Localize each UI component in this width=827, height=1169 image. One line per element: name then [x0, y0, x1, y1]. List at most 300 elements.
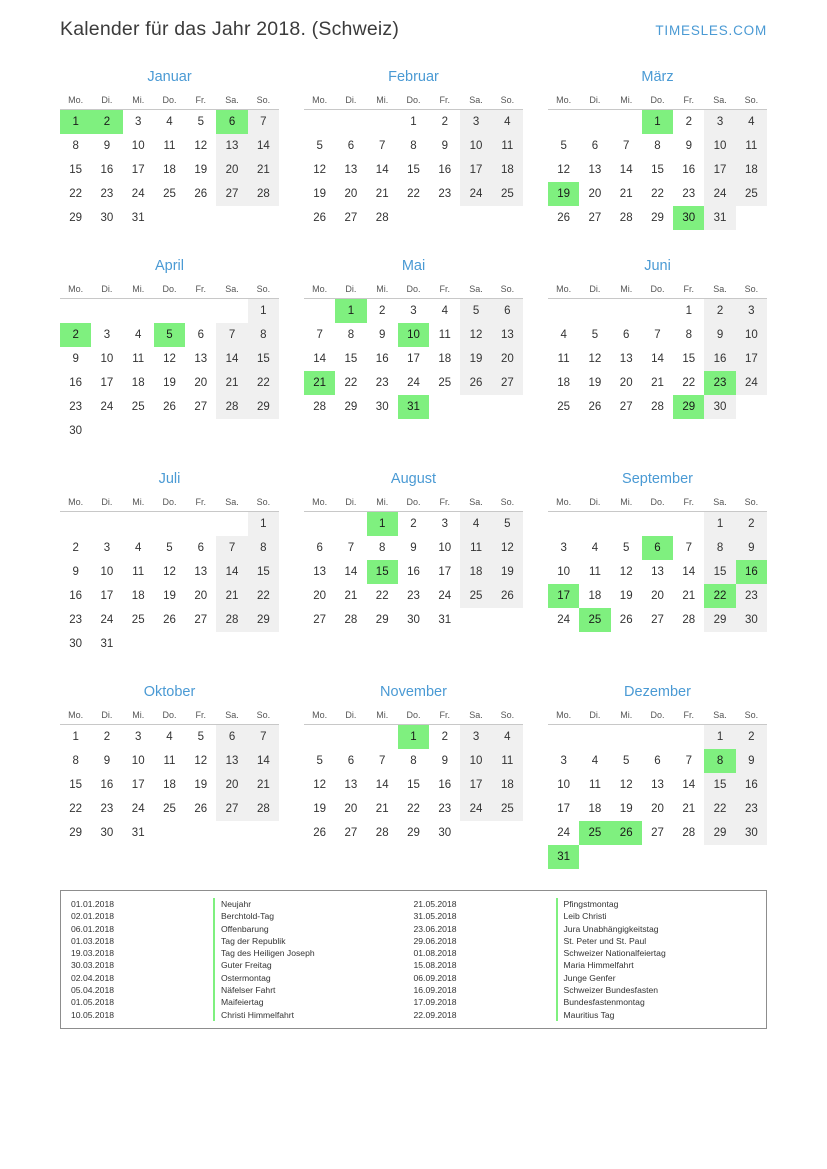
day-cell-holiday: 1	[60, 110, 91, 135]
day-cell: 23	[736, 797, 767, 821]
day-cell-holiday: 23	[704, 371, 735, 395]
day-cell: 6	[197, 542, 204, 554]
legend-date: 17.09.2018	[413, 997, 457, 1008]
day-cell: 29	[248, 395, 279, 419]
week-row	[304, 773, 523, 797]
legend-name: Schweizer Nationalfeiertag	[556, 947, 757, 959]
day-cell-empty	[304, 299, 335, 324]
legend-name: Christi Himmelfahrt	[213, 1009, 414, 1021]
day-cell: 4	[166, 116, 173, 128]
day-cell: 8	[347, 329, 355, 341]
day-cell: 7	[379, 755, 386, 767]
day-cell-empty	[216, 419, 247, 443]
day-cell: 31	[131, 212, 145, 224]
day-cell: 10	[736, 323, 767, 347]
weekday-header: Di.	[91, 708, 122, 725]
weekday-header: Mo.	[60, 93, 91, 110]
day-cell: 15	[407, 164, 420, 176]
day-cell: 2	[441, 116, 448, 128]
day-cell-empty	[335, 512, 366, 537]
day-cell-empty	[248, 206, 279, 230]
weekday-header: So.	[248, 282, 279, 299]
week-row	[60, 536, 279, 560]
day-cell: 4	[492, 725, 523, 750]
week-row	[60, 158, 279, 182]
day-cell: 4	[135, 329, 142, 341]
day-cell: 6	[623, 329, 630, 341]
day-cell: 12	[194, 140, 208, 152]
weekday-header: Mo.	[60, 282, 91, 299]
day-cell: 2	[441, 731, 448, 743]
legend-date: 16.09.2018	[413, 985, 457, 996]
week-row	[304, 206, 523, 230]
day-cell: 15	[69, 164, 83, 176]
day-cell: 18	[131, 590, 145, 602]
legend-name: Näfelser Fahrt	[213, 984, 414, 996]
month-table	[60, 708, 279, 845]
day-cell-empty	[123, 512, 154, 537]
legend-name: Maria Himmelfahrt	[556, 959, 757, 971]
day-cell: 20	[344, 188, 358, 200]
day-cell: 14	[248, 749, 279, 773]
weekday-header: Di.	[579, 495, 610, 512]
week-row	[304, 158, 523, 182]
day-cell: 17	[100, 377, 114, 389]
day-cell: 17	[460, 158, 491, 182]
month-table	[548, 282, 767, 419]
day-cell-empty	[185, 512, 216, 537]
day-cell: 7	[623, 140, 630, 152]
day-cell: 23	[375, 377, 389, 389]
day-cell: 14	[216, 347, 247, 371]
week-row	[304, 299, 523, 324]
day-cell: 25	[163, 188, 176, 200]
day-cell: 16	[69, 590, 83, 602]
day-cell: 26	[194, 803, 208, 815]
month-name: September	[622, 471, 693, 487]
week-row	[60, 395, 279, 419]
day-cell: 1	[685, 305, 692, 317]
day-cell: 15	[682, 353, 696, 365]
day-cell: 5	[166, 542, 173, 554]
day-cell: 27	[313, 614, 327, 626]
month-name: Juli	[158, 471, 181, 487]
day-cell-holiday: 6	[216, 110, 247, 135]
week-row	[60, 632, 279, 656]
week-row	[304, 608, 523, 632]
day-cell: 3	[103, 542, 111, 554]
month-name: April	[154, 258, 184, 274]
week-row	[60, 725, 279, 750]
weekday-header: Do.	[642, 93, 673, 110]
day-cell: 19	[313, 803, 327, 815]
weekday-header: Do.	[642, 282, 673, 299]
day-cell: 5	[460, 299, 491, 324]
day-cell: 12	[313, 779, 327, 791]
weekday-header: Do.	[398, 93, 429, 110]
weekday-header: Mo.	[548, 495, 579, 512]
day-cell-holiday: 8	[704, 749, 735, 773]
day-cell: 3	[560, 755, 567, 767]
day-cell: 6	[492, 299, 523, 324]
day-cell: 11	[736, 134, 767, 158]
legend-name: St. Peter und St. Paul	[556, 935, 757, 947]
weekday-header: Mi.	[611, 93, 642, 110]
week-row	[548, 371, 767, 395]
day-cell: 7	[248, 110, 279, 135]
month-name: Juni	[644, 258, 671, 274]
day-cell: 3	[704, 110, 735, 135]
day-cell: 22	[407, 803, 420, 815]
day-cell-empty	[579, 110, 610, 135]
week-row	[304, 110, 523, 135]
day-cell: 30	[100, 212, 114, 224]
day-cell: 5	[623, 542, 630, 554]
day-cell: 19	[163, 377, 176, 389]
day-cell: 25	[492, 797, 523, 821]
weekday-header: Di.	[579, 708, 610, 725]
day-cell-empty	[548, 512, 579, 537]
day-cell: 16	[438, 164, 452, 176]
day-cell: 4	[166, 731, 173, 743]
day-cell: 22	[375, 590, 389, 602]
day-cell: 2	[736, 512, 767, 537]
day-cell: 21	[344, 590, 358, 602]
day-cell: 6	[347, 140, 355, 152]
week-row	[548, 821, 767, 845]
day-cell: 27	[492, 371, 523, 395]
legend-names-right	[554, 898, 757, 1021]
week-row	[548, 536, 767, 560]
month-block	[60, 63, 279, 230]
day-cell: 30	[375, 401, 389, 413]
week-row	[548, 206, 767, 230]
day-cell: 15	[704, 773, 735, 797]
day-cell-empty	[579, 725, 610, 750]
day-cell: 4	[441, 305, 448, 317]
day-cell: 27	[194, 614, 208, 626]
day-cell-empty	[579, 299, 610, 324]
day-cell-holiday: 22	[704, 584, 735, 608]
day-cell: 14	[375, 779, 389, 791]
day-cell-empty	[91, 419, 122, 443]
month-name: März	[641, 69, 674, 85]
weekday-header: Di.	[335, 708, 366, 725]
day-cell: 3	[103, 329, 111, 341]
day-cell: 24	[100, 401, 114, 413]
day-cell: 18	[557, 377, 571, 389]
day-cell: 26	[163, 401, 176, 413]
day-cell: 15	[69, 779, 83, 791]
week-row	[548, 560, 767, 584]
weekday-header: So.	[492, 495, 523, 512]
day-cell: 3	[410, 305, 417, 317]
day-cell: 23	[69, 614, 83, 626]
legend-date: 22.09.2018	[413, 1009, 457, 1020]
month-block	[548, 678, 767, 869]
week-row	[548, 749, 767, 773]
day-cell: 2	[704, 299, 735, 324]
day-cell: 25	[163, 803, 176, 815]
legend-date: 21.05.2018	[413, 899, 457, 909]
month-name: Oktober	[143, 684, 196, 700]
legend-name: Jura Unabhängigkeitstag	[556, 923, 757, 935]
day-cell-empty	[736, 395, 767, 419]
weekday-header: Sa.	[216, 708, 247, 725]
week-row	[548, 608, 767, 632]
weekday-header: Fr.	[185, 708, 216, 725]
weekday-header: Fr.	[429, 93, 460, 110]
day-cell: 12	[163, 353, 176, 365]
legend-date: 01.05.2018	[71, 997, 115, 1008]
day-cell: 24	[438, 590, 452, 602]
day-cell: 20	[216, 158, 247, 182]
day-cell: 9	[379, 329, 386, 341]
week-row	[548, 347, 767, 371]
day-cell: 7	[685, 755, 692, 767]
day-cell: 25	[131, 401, 145, 413]
day-cell-empty	[154, 821, 185, 845]
day-cell: 20	[619, 377, 633, 389]
day-cell-empty	[304, 110, 335, 135]
day-cell: 9	[685, 140, 692, 152]
day-cell-empty	[123, 632, 154, 656]
legend-name: Pfingstmontag	[556, 898, 757, 910]
day-cell: 18	[736, 158, 767, 182]
day-cell: 30	[438, 827, 452, 839]
day-cell: 22	[344, 377, 358, 389]
day-cell: 22	[248, 371, 279, 395]
day-cell: 3	[560, 542, 567, 554]
day-cell: 27	[216, 182, 247, 206]
day-cell-empty	[642, 299, 673, 324]
day-cell: 11	[557, 353, 570, 365]
weekday-header: Mo.	[304, 495, 335, 512]
month-name: Mai	[401, 258, 426, 274]
day-cell: 24	[407, 377, 420, 389]
day-cell: 28	[313, 401, 327, 413]
day-cell: 30	[704, 395, 735, 419]
day-cell-empty	[611, 725, 642, 750]
weekday-header: Sa.	[216, 495, 247, 512]
day-cell: 13	[216, 134, 247, 158]
day-cell: 14	[313, 353, 327, 365]
week-row	[60, 419, 279, 443]
day-cell: 23	[682, 188, 696, 200]
day-cell-empty	[611, 110, 642, 135]
day-cell: 18	[438, 353, 452, 365]
day-cell: 7	[216, 536, 247, 560]
day-cell: 23	[438, 188, 452, 200]
day-cell-empty	[673, 725, 704, 750]
day-cell-empty	[185, 206, 216, 230]
week-row	[548, 299, 767, 324]
day-cell-empty	[611, 845, 642, 869]
day-cell-empty	[673, 845, 704, 869]
day-cell: 24	[736, 371, 767, 395]
day-cell: 12	[492, 536, 523, 560]
day-cell: 8	[685, 329, 692, 341]
day-cell: 15	[344, 353, 358, 365]
day-cell: 17	[131, 164, 145, 176]
legend-date: 01.01.2018	[71, 899, 115, 909]
week-row	[60, 584, 279, 608]
day-cell: 8	[248, 323, 279, 347]
day-cell-empty	[91, 299, 122, 324]
week-row	[304, 584, 523, 608]
day-cell: 13	[651, 566, 664, 578]
week-row	[304, 512, 523, 537]
day-cell: 25	[492, 182, 523, 206]
week-row	[304, 182, 523, 206]
day-cell: 26	[194, 188, 208, 200]
week-row	[548, 773, 767, 797]
day-cell: 5	[316, 755, 323, 767]
day-cell-empty	[304, 512, 335, 537]
day-cell: 26	[588, 401, 602, 413]
day-cell: 29	[704, 821, 735, 845]
week-row	[548, 395, 767, 419]
day-cell: 6	[216, 725, 247, 750]
day-cell: 7	[248, 725, 279, 750]
day-cell-empty	[429, 395, 460, 419]
day-cell: 12	[460, 323, 491, 347]
day-cell: 12	[313, 164, 327, 176]
legend-name: Ostermontag	[213, 972, 414, 984]
day-cell: 9	[736, 536, 767, 560]
weekday-header: Do.	[398, 495, 429, 512]
weekday-header: Fr.	[429, 708, 460, 725]
day-cell: 12	[588, 353, 602, 365]
week-row	[60, 206, 279, 230]
day-cell: 14	[375, 164, 389, 176]
day-cell: 9	[736, 749, 767, 773]
weekday-header: Mi.	[123, 708, 154, 725]
day-cell: 8	[654, 140, 661, 152]
legend-column-left	[71, 898, 414, 1021]
weekday-header: So.	[736, 282, 767, 299]
month-name: Februar	[388, 69, 439, 85]
day-cell: 7	[347, 542, 355, 554]
day-cell-empty	[335, 725, 366, 750]
weekday-header: Mo.	[548, 93, 579, 110]
day-cell: 11	[460, 536, 491, 560]
month-block	[548, 252, 767, 443]
day-cell: 5	[623, 755, 630, 767]
weekday-header: Do.	[642, 495, 673, 512]
day-cell: 13	[651, 779, 664, 791]
legend-names-left	[211, 898, 414, 1021]
legend-name: Mauritius Tag	[556, 1009, 757, 1021]
weekday-header: Fr.	[429, 282, 460, 299]
weekday-header: Mo.	[304, 93, 335, 110]
day-cell: 19	[492, 560, 523, 584]
day-cell-empty	[429, 206, 460, 230]
day-cell: 2	[72, 542, 79, 554]
day-cell: 16	[736, 773, 767, 797]
week-row	[304, 821, 523, 845]
day-cell: 11	[132, 353, 145, 365]
day-cell-empty	[216, 632, 247, 656]
weekday-header: Do.	[398, 708, 429, 725]
day-cell: 12	[619, 779, 633, 791]
week-row	[548, 158, 767, 182]
day-cell-holiday: 21	[304, 371, 335, 395]
day-cell: 14	[682, 566, 696, 578]
day-cell: 16	[704, 347, 735, 371]
weekday-header: Di.	[335, 282, 366, 299]
day-cell: 10	[460, 134, 491, 158]
day-cell: 14	[344, 566, 358, 578]
day-cell: 20	[651, 803, 664, 815]
day-cell: 22	[704, 797, 735, 821]
legend-date: 10.05.2018	[71, 1009, 115, 1020]
day-cell: 22	[69, 188, 83, 200]
day-cell-holiday: 17	[548, 584, 579, 608]
weekday-header: Sa.	[460, 495, 491, 512]
day-cell: 13	[344, 164, 358, 176]
day-cell: 13	[588, 164, 602, 176]
weekday-header: Sa.	[460, 282, 491, 299]
day-cell-holiday: 1	[642, 110, 673, 135]
day-cell: 16	[438, 779, 452, 791]
page-header	[0, 0, 827, 41]
day-cell: 29	[344, 401, 358, 413]
day-cell-holiday: 10	[398, 323, 429, 347]
month-table	[548, 495, 767, 632]
month-block	[60, 678, 279, 869]
day-cell: 11	[492, 134, 523, 158]
day-cell: 28	[619, 212, 633, 224]
week-row	[60, 347, 279, 371]
weekday-header: So.	[492, 282, 523, 299]
day-cell: 27	[344, 827, 358, 839]
day-cell: 21	[682, 590, 696, 602]
day-cell: 21	[248, 158, 279, 182]
day-cell: 26	[557, 212, 571, 224]
day-cell: 8	[72, 140, 79, 152]
day-cell: 2	[379, 305, 386, 317]
day-cell-empty	[736, 206, 767, 230]
day-cell: 16	[375, 353, 389, 365]
day-cell: 17	[438, 566, 452, 578]
week-row	[60, 797, 279, 821]
weekday-header: Sa.	[460, 708, 491, 725]
legend-name: Junge Genfer	[556, 972, 757, 984]
weekday-header: Do.	[398, 282, 429, 299]
day-cell: 25	[131, 614, 145, 626]
week-row	[548, 182, 767, 206]
legend-name: Leib Christi	[556, 910, 757, 922]
weekday-header: Di.	[91, 93, 122, 110]
weekday-header: Sa.	[460, 93, 491, 110]
day-cell: 16	[100, 164, 114, 176]
week-row	[60, 608, 279, 632]
day-cell-empty	[60, 512, 91, 537]
weekday-header: Mi.	[123, 282, 154, 299]
week-row	[304, 371, 523, 395]
day-cell: 1	[72, 731, 79, 743]
day-cell: 22	[651, 188, 664, 200]
day-cell: 3	[135, 116, 142, 128]
weekday-header: Sa.	[704, 495, 735, 512]
day-cell: 7	[316, 329, 323, 341]
day-cell-holiday: 26	[611, 821, 642, 845]
day-cell: 28	[344, 614, 358, 626]
day-cell: 29	[704, 608, 735, 632]
day-cell-holiday: 19	[548, 182, 579, 206]
day-cell: 15	[704, 560, 735, 584]
